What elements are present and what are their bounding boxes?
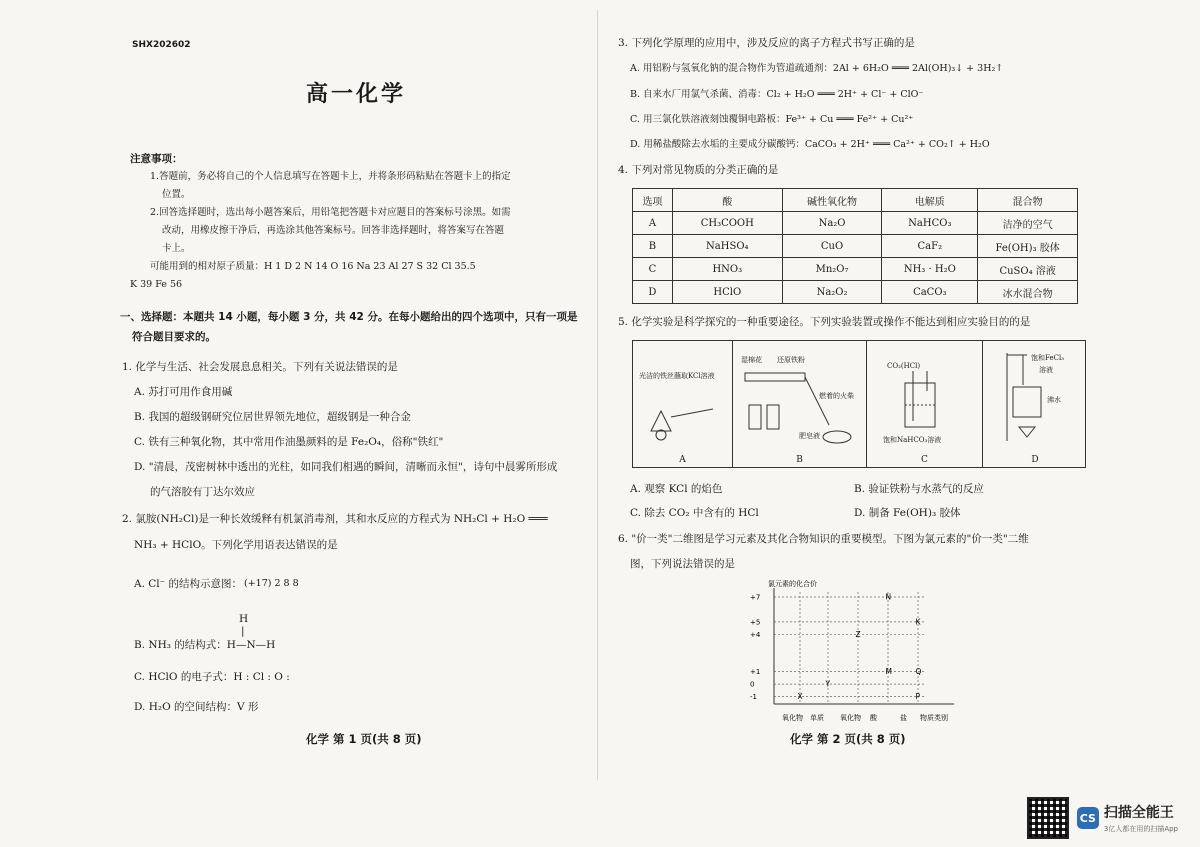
experiment-c-label: C [921, 455, 928, 465]
question-2-option-b: B. NH₃ 的结构式：H—N—H [134, 639, 276, 651]
page-title: 高一化学 [306, 82, 407, 107]
table-cell: Na₂O₂ [782, 281, 882, 304]
table-header-cell: 选项 [633, 189, 673, 212]
x-category-label: 单质 [810, 714, 824, 722]
question-2-line-2: NH₃ + HClO。下列化学用语表达错误的是 [134, 539, 338, 551]
table-row [633, 235, 1078, 258]
x-category-label: 酸 [870, 714, 877, 722]
experiment-d-note-3: 沸水 [1047, 396, 1061, 404]
table-cell: 洁净的空气 [978, 212, 1078, 235]
data-point-Q: Q [915, 667, 922, 677]
x-category-label: 氧化物 [782, 714, 803, 722]
experiment-b [733, 341, 867, 467]
experiment-a-note: 光洁的铁丝蘸取KCl溶液 [639, 372, 715, 380]
notice-2a: 2.回答选择题时，选出每小题答案后，用铅笔把答题卡对应题目的答案标号涂黑。如需 [150, 207, 511, 218]
table-cell: NaHSO₄ [672, 235, 782, 258]
question-2-option-c: C. HClO 的电子式：H : Cl : O : [134, 671, 290, 683]
table-header-row [633, 189, 1078, 212]
question-1-option-d-line-2: 的气溶胶有丁达尔效应 [150, 486, 255, 498]
question-6-line-2: 图，下列说法错误的是 [630, 558, 735, 570]
question-1: 1. 化学与生活、社会发展息息相关。下列有关说法错误的是 [122, 361, 398, 373]
question-5-option-c: C. 除去 CO₂ 中含有的 HCl [630, 507, 759, 519]
table-row [633, 212, 1078, 235]
page-2 [614, 20, 1114, 780]
flame-test-icon [633, 361, 733, 461]
question-3: 3. 下列化学原理的应用中，涉及反应的离子方程式书写正确的是 [618, 37, 915, 49]
page-1 [110, 20, 588, 780]
question-5-option-b: B. 验证铁粉与水蒸气的反应 [854, 483, 984, 495]
table-cell: CuO [782, 235, 882, 258]
x-category-label: 氧化物 [840, 714, 861, 722]
data-point-P: P [915, 692, 921, 702]
table-cell: Fe(OH)₃ 胶体 [978, 235, 1078, 258]
table-header-cell: 混合物 [978, 189, 1078, 212]
table-cell: C [633, 258, 673, 281]
notice-1a: 1.答题前，务必将自己的个人信息填写在答题卡上，并将条形码粘贴在答题卡上的指定 [150, 171, 511, 182]
notice-2b: 改动，用橡皮擦干净后，再选涂其他答案标号。回答非选择题时，将答案写在答题 [162, 225, 505, 236]
question-2-option-d: D. H₂O 的空间结构：V 形 [134, 701, 259, 713]
experiment-d-note-1: 饱和FeCl₃ [1031, 354, 1065, 362]
table-cell: D [633, 281, 673, 304]
table-cell: HClO [672, 281, 782, 304]
y-tick-label: +1 [750, 668, 761, 677]
table-cell: A [633, 212, 673, 235]
table-cell: CuSO₄ 溶液 [978, 258, 1078, 281]
y-tick-label: -1 [750, 693, 757, 702]
classification-table [632, 188, 1078, 304]
data-point-Y: Y [825, 679, 831, 689]
question-3-option-c: C. 用三氯化铁溶液刻蚀覆铜电路板：Fe³⁺ + Cu ═══ Fe²⁺ + Cu²⁺ [630, 114, 914, 125]
y-axis-label: 氯元素的化合价 [768, 580, 817, 588]
question-1-option-c: C. 铁有三种氧化物，其中常用作油墨颜料的是 Fe₂O₄，俗称"铁红" [134, 436, 444, 448]
data-point-X: X [797, 692, 803, 702]
experiment-a [633, 341, 733, 467]
question-5-option-a: A. 观察 KCl 的焰色 [630, 483, 723, 495]
valence-category-chart [744, 578, 964, 728]
table-cell: CaF₂ [882, 235, 978, 258]
experiment-b-note-3: 燃着的火柴 [819, 392, 854, 400]
qr-code-icon [1027, 797, 1069, 839]
experiment-d-label: D [1031, 455, 1039, 465]
atomic-mass-line-1: 可能用到的相对原子质量：H 1 D 2 N 14 O 16 Na 23 Al 27 S 32 Cl 35.5 [150, 261, 476, 272]
question-2-option-a: A. Cl⁻ 的结构示意图： [134, 578, 243, 590]
experiment-c-note-1: CO₂(HCl) [887, 362, 921, 370]
table-cell: Mn₂O₇ [782, 258, 882, 281]
experiment-c-note-2: 饱和NaHCO₃溶液 [883, 436, 942, 444]
question-3-option-a: A. 用铝粉与氢氧化钠的混合物作为管道疏通剂：2Al + 6H₂O ═══ 2Al(OH)₃↓ + 3H₂↑ [630, 63, 1004, 74]
page-footer-1: 化学 第 1 页(共 8 页) [306, 732, 422, 746]
atomic-mass-line-2: K 39 Fe 56 [130, 279, 183, 290]
camscanner-logo-icon: CS [1077, 807, 1099, 829]
section-heading-b: 符合题目要求的。 [132, 331, 216, 343]
question-1-option-b: B. 我国的超级钢研究位居世界领先地位，超级钢是一种合金 [134, 411, 411, 423]
experiment-figure [632, 340, 1086, 468]
data-point-K: K [915, 617, 921, 627]
data-point-M: M [885, 667, 892, 677]
nh3-bond: | [241, 625, 245, 637]
experiment-c [867, 341, 983, 467]
y-tick-label: +5 [750, 618, 761, 627]
x-category-label: 盐 [900, 714, 907, 722]
table-cell: CaCO₃ [882, 281, 978, 304]
question-5-option-d: D. 制备 Fe(OH)₃ 胶体 [854, 507, 961, 519]
exam-code: SHX202602 [132, 40, 191, 50]
scanner-watermark [1027, 797, 1178, 839]
y-tick-label: +7 [750, 593, 761, 602]
notice-2c: 卡上。 [162, 243, 191, 254]
experiment-b-label: B [796, 455, 803, 465]
table-header-cell: 碱性氧化物 [782, 189, 882, 212]
question-1-option-d-line-1: D. "清晨，茂密树林中透出的光柱，如同我们相遇的瞬间，清晰而永恒"，诗句中晨雾所形成 [134, 461, 558, 473]
experiment-b-note-2: 还原铁粉 [777, 356, 805, 364]
watermark-name: 扫描全能王 [1103, 805, 1174, 821]
page-fold [597, 10, 598, 780]
table-cell: 冰水混合物 [978, 281, 1078, 304]
question-2-line-1: 2. 氯胺(NH₂Cl)是一种长效缓释有机氯消毒剂，其和水反应的方程式为 NH₂Cl + H₂O ═══ [122, 513, 548, 525]
question-5: 5. 化学实验是科学探究的一种重要途径。下列实验装置或操作不能达到相应实验目的的是 [618, 316, 1031, 328]
question-3-option-d: D. 用稀盐酸除去水垢的主要成分碳酸钙：CaCO₃ + 2H⁺ ═══ Ca²⁺ + CO₂↑ + H₂O [630, 139, 990, 150]
table-header-cell: 酸 [672, 189, 782, 212]
table-cell: HNO₃ [672, 258, 782, 281]
nh3-top-h: H [239, 613, 249, 625]
experiment-d [983, 341, 1087, 467]
table-cell: B [633, 235, 673, 258]
question-3-option-b: B. 自来水厂用氯气杀菌、消毒：Cl₂ + H₂O ═══ 2H⁺ + Cl⁻ + ClO⁻ [630, 89, 924, 100]
table-header-cell: 电解质 [882, 189, 978, 212]
chloride-ion-structure-diagram: (+17) 2 8 8 [244, 578, 299, 589]
data-point-N: N [885, 592, 892, 602]
iron-steam-apparatus-icon [733, 341, 867, 451]
table-cell: Na₂O [782, 212, 882, 235]
table-cell: NaHCO₃ [882, 212, 978, 235]
notice-1b: 位置。 [162, 189, 191, 200]
watermark-text [1104, 802, 1178, 834]
watermark-subtitle: 3亿人都在用的扫描App [1103, 825, 1178, 833]
experiment-d-note-2: 溶液 [1039, 366, 1053, 374]
data-point-Z: Z [855, 629, 861, 639]
question-4: 4. 下列对常见物质的分类正确的是 [618, 164, 779, 176]
experiment-a-label: A [679, 455, 686, 465]
y-tick-label: 0 [750, 680, 755, 689]
section-heading-a: 一、选择题：本题共 14 小题，每小题 3 分，共 42 分。在每小题给出的四个选项中，只有一项是 [120, 311, 578, 323]
x-axis-label: 物质类别 [920, 714, 948, 722]
gas-washing-bottle-icon [867, 341, 983, 451]
experiment-b-note-4: 肥皂液 [799, 432, 820, 440]
experiment-b-note-1: 湿棉花 [741, 356, 762, 364]
notice-heading: 注意事项： [130, 153, 183, 165]
table-cell: NH₃ · H₂O [882, 258, 978, 281]
question-1-option-a: A. 苏打可用作食用碱 [134, 386, 233, 398]
question-6-line-1: 6. "价一类"二维图是学习元素及其化合物知识的重要模型。下图为氯元素的"价一类"二维 [618, 533, 1029, 545]
table-row [633, 258, 1078, 281]
table-cell: CH₃COOH [672, 212, 782, 235]
table-row [633, 281, 1078, 304]
colloid-preparation-icon [983, 341, 1087, 451]
y-tick-label: +4 [750, 630, 761, 639]
page-footer-2: 化学 第 2 页(共 8 页) [790, 732, 906, 746]
